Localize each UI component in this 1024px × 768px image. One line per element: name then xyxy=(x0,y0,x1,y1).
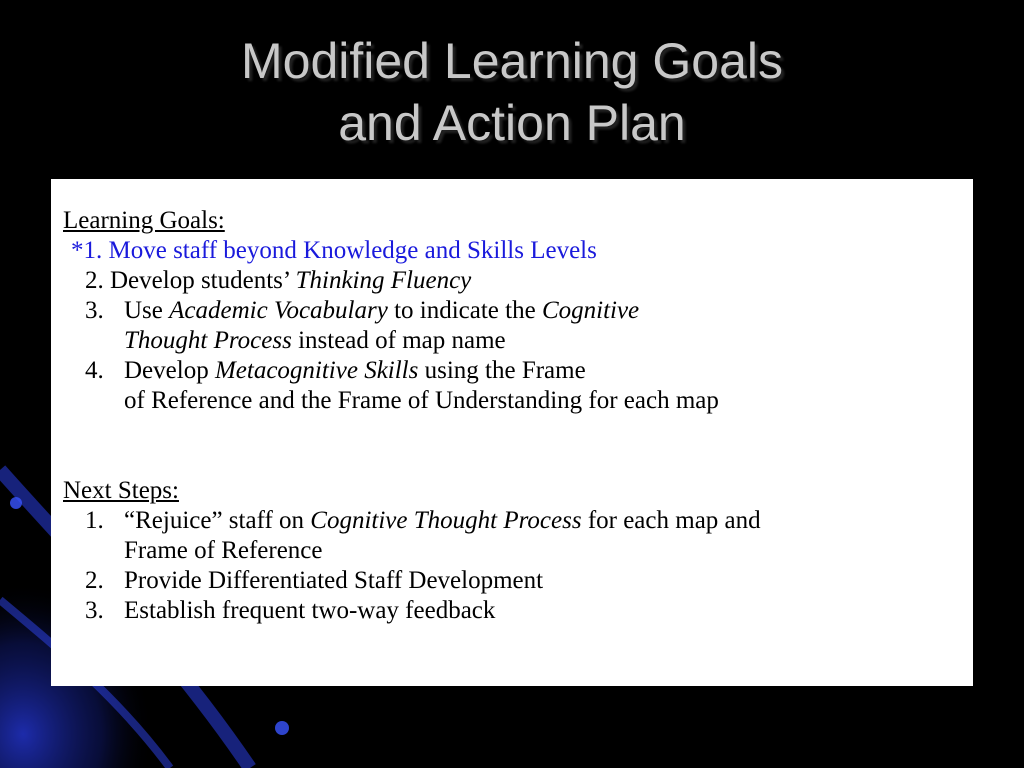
next-step-3 xyxy=(63,596,761,626)
learning-goal-4-number: 4. xyxy=(85,357,104,384)
next-step-2-number: 2. xyxy=(85,567,104,594)
content-text xyxy=(63,206,761,626)
learning-goal-3-number: 3. xyxy=(85,297,104,324)
slide-title xyxy=(0,30,1024,154)
learning-goal-3-text-a: Use xyxy=(124,297,163,324)
learning-goal-4-continued: of Reference and the Frame of Understanding for each map xyxy=(124,387,719,414)
learning-goal-2-text: 2. Develop students’ xyxy=(85,267,290,294)
next-step-1-text-b: for each map and xyxy=(587,507,761,534)
learning-goal-3-continued xyxy=(63,326,761,356)
next-step-1-emphasis: Cognitive Thought Process xyxy=(310,507,582,534)
learning-goal-3-emphasis-a: Academic Vocabulary xyxy=(169,297,388,324)
learning-goal-4 xyxy=(63,356,761,386)
next-steps-heading: Next Steps: xyxy=(63,477,179,504)
learning-goal-3 xyxy=(63,296,761,326)
learning-goal-2-emphasis: Thinking Fluency xyxy=(295,267,472,294)
next-step-3-number: 3. xyxy=(85,597,104,624)
next-step-2-text: Provide Differentiated Staff Development xyxy=(124,567,544,594)
learning-goal-4-text-a: Develop xyxy=(124,357,209,384)
next-step-1 xyxy=(63,506,761,536)
learning-goal-3-text-b: to indicate the xyxy=(394,297,536,324)
learning-goal-4-emphasis: Metacognitive Skills xyxy=(214,357,419,384)
title-line-2: and Action Plan xyxy=(338,95,686,151)
next-step-3-text: Establish frequent two-way feedback xyxy=(124,597,496,624)
learning-goals-heading: Learning Goals: xyxy=(63,207,225,234)
learning-goal-3-text-c: instead of map name xyxy=(298,327,506,354)
next-step-1-continued: Frame of Reference xyxy=(124,537,323,564)
title-line-1: Modified Learning Goals xyxy=(241,33,783,89)
content-box xyxy=(51,179,973,686)
next-step-1-number: 1. xyxy=(85,507,104,534)
learning-goal-1: *1. Move staff beyond Knowledge and Skills Levels xyxy=(71,237,597,264)
learning-goal-3-emphasis-b: Cognitive xyxy=(541,297,640,324)
learning-goal-2 xyxy=(63,266,761,296)
section-gap xyxy=(63,416,761,476)
learning-goal-3-emphasis-c: Thought Process xyxy=(124,327,292,354)
next-step-1-text-a: “Rejuice” staff on xyxy=(124,507,305,534)
learning-goal-4-text-b: using the Frame xyxy=(424,357,586,384)
next-step-2 xyxy=(63,566,761,596)
